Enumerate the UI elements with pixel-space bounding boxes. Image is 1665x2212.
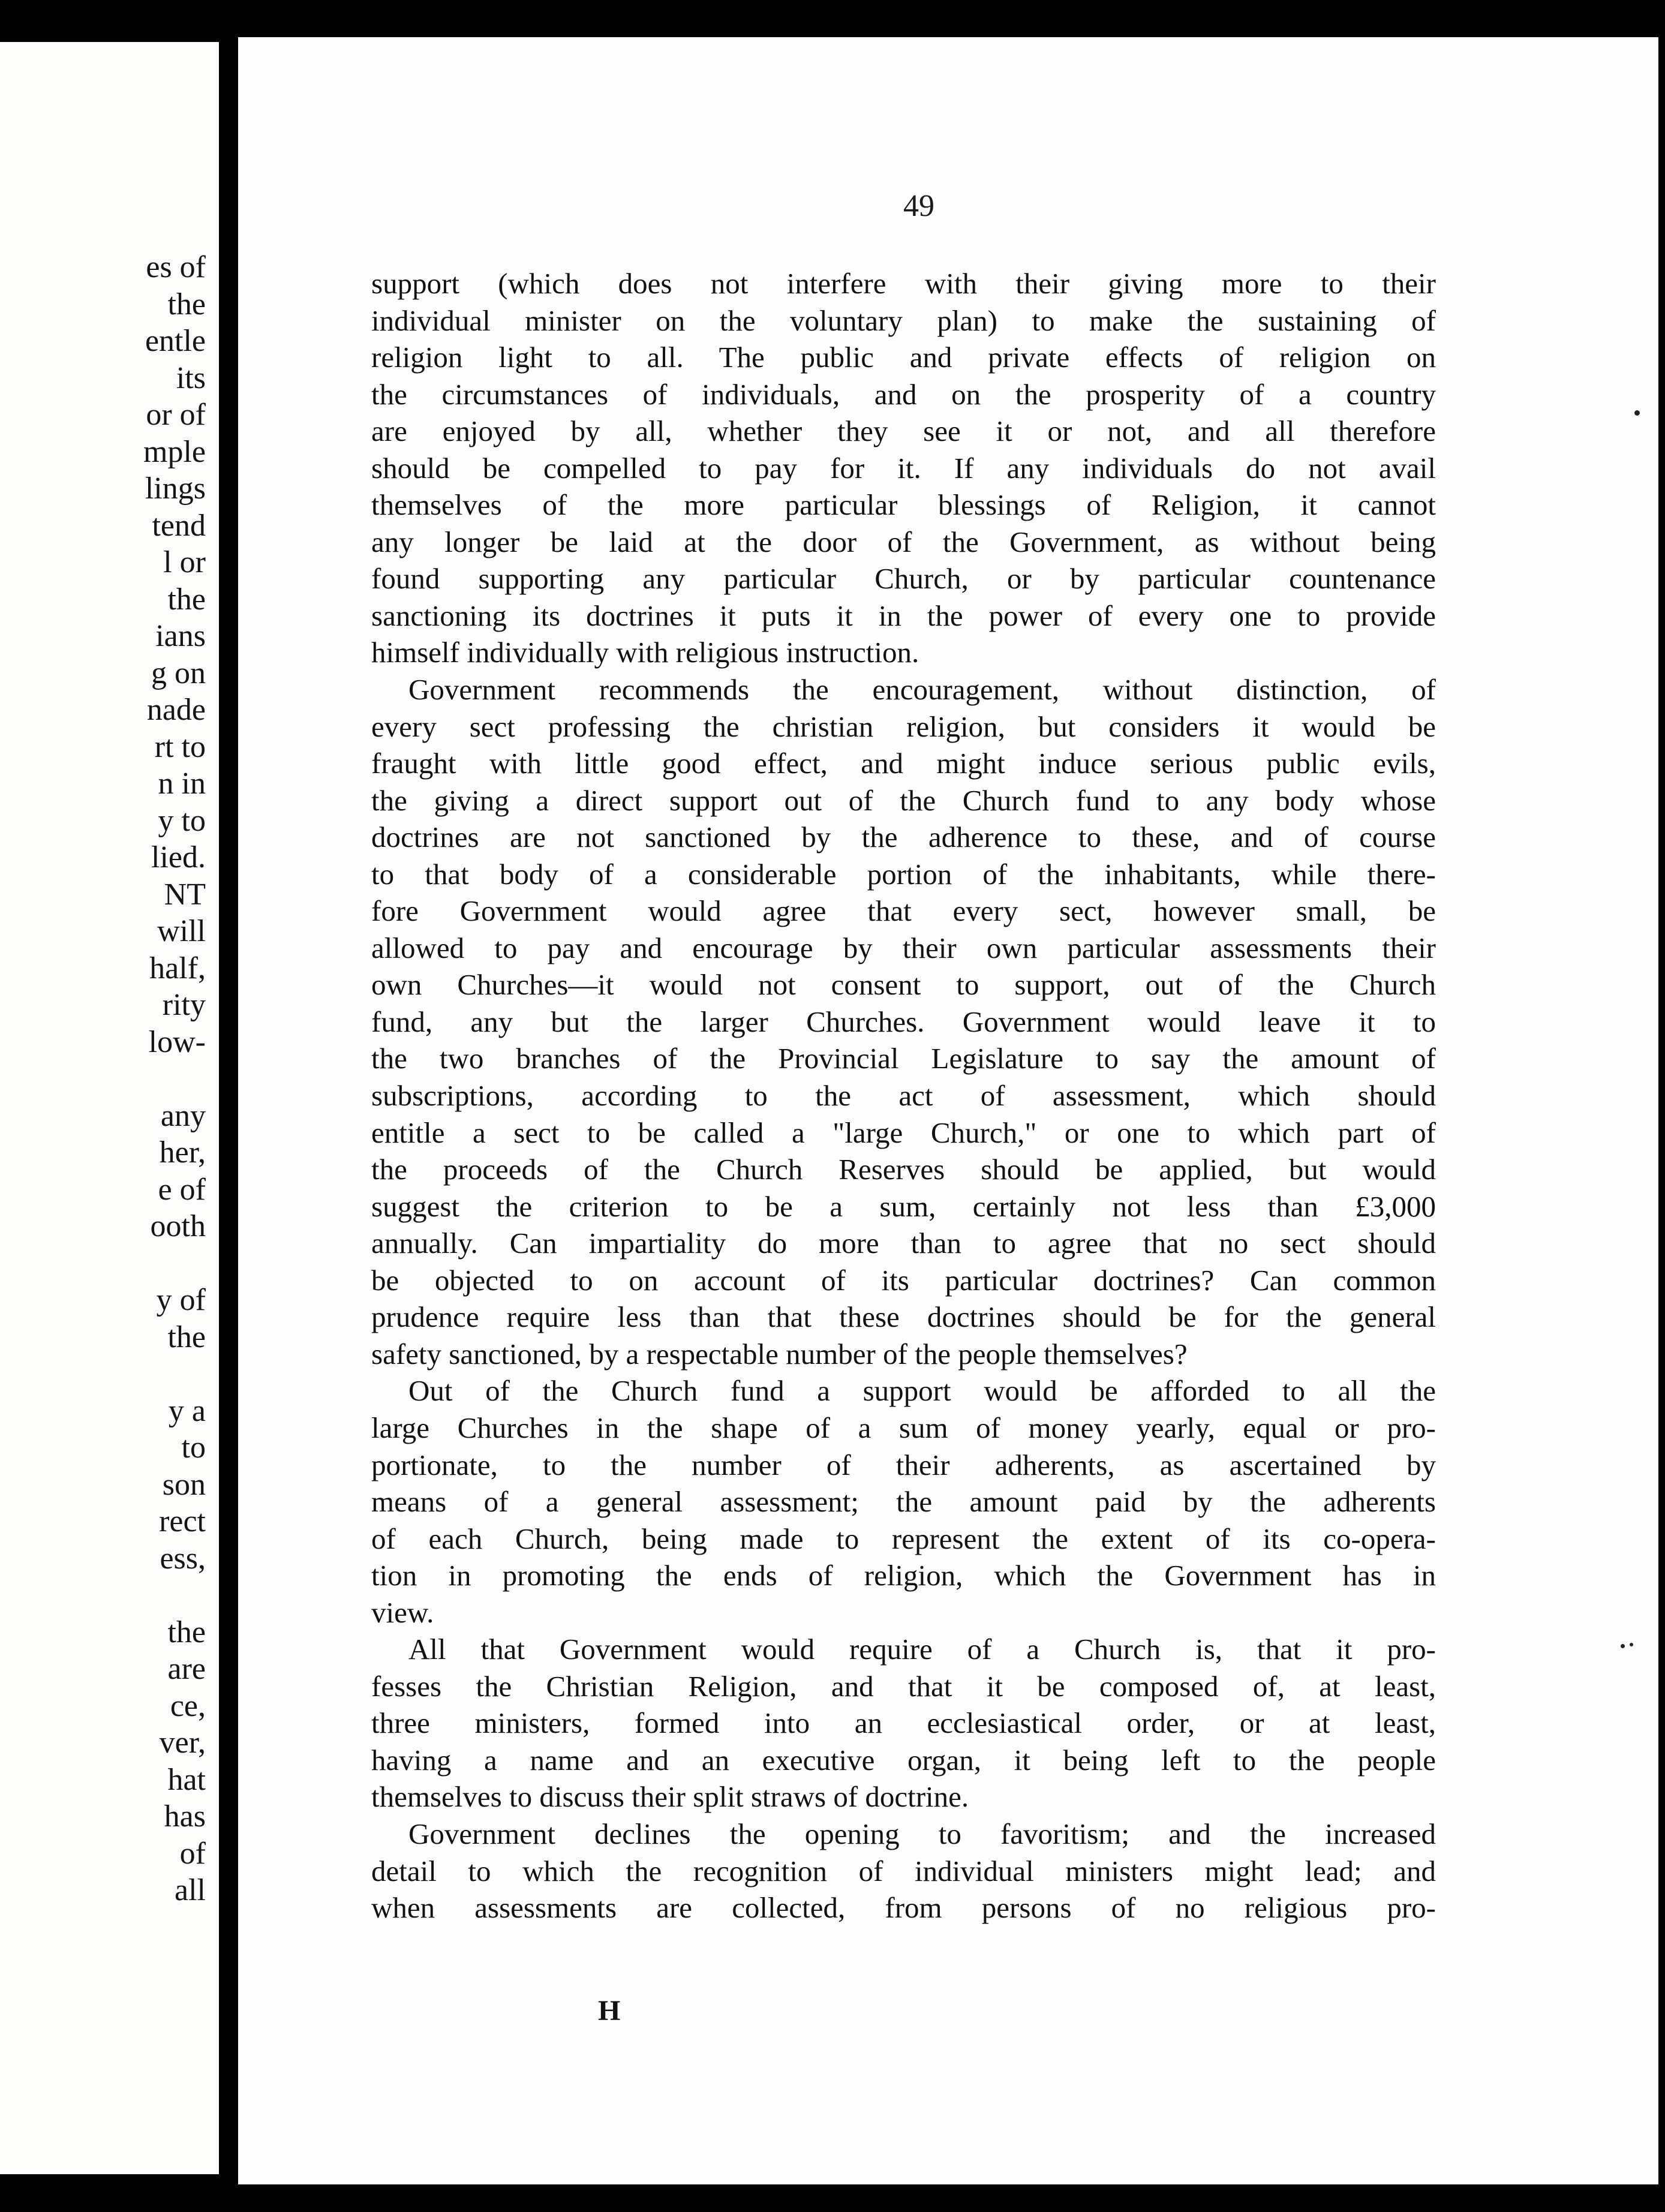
previous-page-fragment: or of — [146, 398, 206, 432]
text-line: should be compelled to pay for it. If any individuals do not avail — [371, 451, 1436, 485]
paper-speck — [1621, 1644, 1625, 1648]
text-line: having a name and an executive organ, it being left to the people — [371, 1743, 1436, 1777]
previous-page-fragment: all — [175, 1873, 206, 1907]
text-line: when assessments are collected, from persons of no religious pro- — [371, 1891, 1436, 1925]
previous-page-fragment: half, — [149, 951, 206, 985]
previous-page-fragment: ooth — [150, 1209, 206, 1243]
previous-page-fragment: son — [162, 1467, 206, 1502]
text-line: every sect professing the christian religion, but considers it would be — [371, 710, 1436, 743]
book-page — [238, 37, 1658, 2184]
book-gutter — [219, 0, 238, 2212]
signature-mark: H — [598, 1995, 621, 2027]
text-line: allowed to pay and encourage by their own particular assessments their — [371, 931, 1436, 964]
previous-page-fragment: y to — [158, 803, 206, 838]
paper-speck — [1634, 410, 1640, 416]
text-line: portionate, to the number of their adherents, as ascertained by — [371, 1448, 1436, 1481]
text-line: Out of the Church fund a support would be afforded to all the — [408, 1374, 1436, 1408]
text-line: entitle a sect to be called a "large Church," or one to which part of — [371, 1116, 1436, 1149]
previous-page-fragment: the — [167, 1320, 206, 1354]
previous-page-fragment: are — [167, 1652, 206, 1686]
paper-speck — [1630, 1643, 1633, 1646]
previous-page-fragment: any — [160, 1098, 206, 1133]
previous-page-fragment: its — [176, 360, 206, 395]
previous-page-fragment: to — [181, 1430, 206, 1465]
text-line: detail to which the recognition of individual ministers might lead; and — [371, 1854, 1436, 1888]
text-line: the proceeds of the Church Reserves should be applied, but would — [371, 1153, 1436, 1186]
previous-page-fragment: ce, — [170, 1688, 206, 1723]
text-line: religion light to all. The public and private effects of religion on — [371, 341, 1436, 374]
text-line: three ministers, formed into an ecclesiastical order, or at least, — [371, 1706, 1436, 1740]
previous-page-fragment: will — [157, 914, 206, 948]
previous-page-fragment: the — [167, 287, 206, 321]
previous-page-fragment: e of — [158, 1172, 206, 1207]
text-line: fund, any but the larger Churches. Government would leave it to — [371, 1005, 1436, 1038]
previous-page-fragment: n in — [158, 767, 206, 801]
text-line: to that body of a considerable portion of the inhabitants, while there- — [371, 857, 1436, 891]
text-line: found supporting any particular Church, or by particular countenance — [371, 562, 1436, 596]
text-line: of each Church, being made to represent the extent of its co-opera- — [371, 1522, 1436, 1555]
previous-page-fragment: of — [179, 1836, 206, 1871]
previous-page-fragment: hat — [167, 1762, 206, 1797]
text-line: large Churches in the shape of a sum of money yearly, equal or pro- — [371, 1411, 1436, 1444]
text-line: tion in promoting the ends of religion, which the Government has in — [371, 1559, 1436, 1592]
previous-page-fragment: NT — [164, 877, 206, 912]
text-line: fore Government would agree that every sect, however small, be — [371, 894, 1436, 928]
previous-page-fragment — [143, 1356, 206, 1393]
text-line: fesses the Christian Religion, and that it be composed of, at least, — [371, 1669, 1436, 1703]
previous-page-fragment: low- — [148, 1024, 206, 1059]
text-line: the circumstances of individuals, and on the prosperity of a country — [371, 377, 1436, 411]
text-line: annually. Can impartiality do more than to agree that no sect should — [371, 1227, 1436, 1260]
previous-page-fragment: rt to — [154, 729, 206, 764]
previous-page-fragment: y of — [156, 1283, 206, 1317]
text-line: subscriptions, according to the act of assessment, which should — [371, 1079, 1436, 1113]
page-number: 49 — [903, 189, 934, 223]
previous-page-fragment: lings — [145, 471, 206, 506]
text-line: be objected to on account of its particular doctrines? Can common — [371, 1263, 1436, 1297]
previous-page-fragment: mple — [143, 434, 206, 469]
previous-page-fragment — [143, 1060, 206, 1098]
previous-page-fragment: rity — [162, 988, 206, 1022]
previous-page-fragment: ess, — [160, 1541, 206, 1576]
previous-page-fragment: ians — [155, 619, 206, 653]
previous-page-fragment: the — [167, 582, 206, 617]
previous-page-fragment: y a — [168, 1393, 206, 1428]
text-line: are enjoyed by all, whether they see it or not, and all therefore — [371, 414, 1436, 448]
text-line: sanctioning its doctrines it puts it in the power of every one to provide — [371, 599, 1436, 632]
text-line: themselves of the more particular blessings of Religion, it cannot — [371, 488, 1436, 522]
previous-page-fragment: has — [164, 1799, 206, 1834]
text-line: any longer be laid at the door of the Government, as without being — [371, 525, 1436, 558]
text-line: All that Government would require of a Church is, that it pro- — [408, 1633, 1436, 1666]
text-line: individual minister on the voluntary plan) to make the sustaining of — [371, 303, 1436, 337]
previous-page-fragment: nade — [146, 693, 206, 727]
previous-page-fragment: l or — [163, 545, 206, 579]
previous-page-fragment: lied. — [151, 840, 206, 874]
text-line: fraught with little good effect, and might induce serious public evils, — [371, 747, 1436, 780]
previous-page-fragment: her, — [159, 1135, 206, 1170]
previous-page-fragment: rect — [159, 1504, 206, 1538]
previous-page-fragment: tend — [152, 508, 206, 543]
text-line: means of a general assessment; the amount paid by the adherents — [371, 1485, 1436, 1519]
previous-page-fragment: entle — [145, 324, 206, 358]
text-line: own Churches—it would not consent to support, out of the Church — [371, 968, 1436, 1002]
text-line: themselves to discuss their split straws of doctrine. — [371, 1780, 969, 1814]
text-line: Government declines the opening to favoritism; and the increased — [408, 1817, 1436, 1850]
text-line: the two branches of the Provincial Legislature to say the amount of — [371, 1042, 1436, 1075]
text-line: suggest the criterion to be a sum, certainly not less than £3,000 — [371, 1189, 1436, 1223]
previous-page-fragment: ver, — [159, 1726, 206, 1760]
previous-page-text-fragments — [143, 249, 206, 1909]
previous-page-fragment: the — [167, 1615, 206, 1649]
previous-page-fragment — [143, 1245, 206, 1282]
text-line: support (which does not interfere with their giving more to their — [371, 267, 1436, 300]
text-line: prudence require less than that these doctrines should be for the general — [371, 1300, 1436, 1334]
previous-page-fragment: g on — [151, 656, 206, 690]
previous-page-fragment — [143, 1577, 206, 1614]
page-body-text — [371, 265, 1436, 1927]
text-line: himself individually with religious instruction. — [371, 636, 919, 669]
text-line: the giving a direct support out of the Church fund to any body whose — [371, 783, 1436, 817]
previous-page-edge — [0, 42, 219, 2174]
text-line: doctrines are not sanctioned by the adherence to these, and of course — [371, 821, 1436, 854]
previous-page-fragment: es of — [146, 250, 206, 284]
text-line: safety sanctioned, by a respectable number of the people themselves? — [371, 1337, 1188, 1371]
text-line: Government recommends the encouragement, without distinction, of — [408, 673, 1436, 707]
text-line: view. — [371, 1595, 434, 1629]
